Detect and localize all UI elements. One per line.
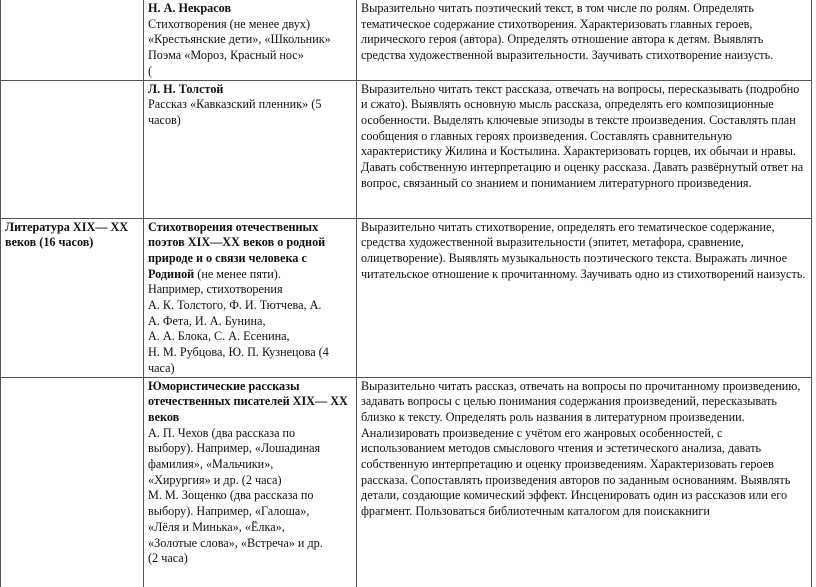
work-line: А. К. Толстого, Ф. И. Тютчева, А. [148,298,322,313]
table-row [1,0,812,80]
work-author: Юмористические рассказы отечественных писателей XIX— XX веков [148,378,348,424]
activities-text: Выразительно читать текст рассказа, отвечать на вопросы, пересказывать (подробно и сжато). Выявлять основную мысль рассказа, определять его композиционные особенности. Выделять ключевые эпизоды в тексте произведения. Составлять план сообщения о главных героях произведения. Составлять сравнительную характеристику Жилина и Костылина. Характеризовать горцев, их обычаи и нравы. Давать собственную интерпретацию и оценку рассказа. Давать развёрнутый ответ на вопрос, связанный со знанием и пониманием литературного произведения. [361,81,804,190]
activities-cell [357,80,812,218]
work-author: Л. Н. Толстой [148,81,224,96]
table-row [1,218,812,377]
work-line: Стихотворения (не менее двух) [148,16,311,31]
work-line: А. Фета, И. А. Бунина, [148,313,266,328]
work-line: А. А. Блока, С. А. Есенина, [148,329,290,344]
work-line: фамилия», «Мальчики», [148,457,274,472]
work-author: Стихотворения отечественных поэтов XIX—XX веков о родной природе и о связи человека с Родиной [148,219,326,281]
activities-cell [357,218,812,377]
section-cell [1,0,144,80]
work-line: выбору). Например, «Лошадиная [148,441,321,456]
work-line: А. П. Чехов (два рассказа по [148,425,296,440]
activities-text: Выразительно читать рассказ, отвечать на вопросы по прочитанному произведению, задавать вопросы с целью понимания содержания произведений, пересказывать близко к тексту. Определять роль названия в литературном произведении. Анализировать произведение с учётом его жанровых особенностей, с использованием методов смыслового чтения и эстетического анализа, давать собственную интерпретацию и оценку произведениям. Характеризовать героев рассказа. Сопоставлять произведения авторов по заданным основаниям. Выявлять детали, создающие комический эффект. Инсценировать один из рассказов или его фрагмент. Пользоваться библиотечным каталогом для поискакниги [361,378,801,519]
activities-cell [357,0,812,80]
section-cell [1,218,144,377]
work-line: Рассказ «Кавказский пленник» (5 [148,97,322,112]
section-title: Литература XIX— XX веков (16 часов) [5,219,129,250]
work-cell [144,0,357,80]
section-cell [1,377,144,587]
work-cell [144,377,357,587]
work-line: выбору). Например, «Галоша», [148,504,310,519]
activities-cell [357,377,812,587]
activities-text: Выразительно читать поэтический текст, в том числе по ролям. Определять тематическое содержание стихотворения. Характеризовать главных героев, лирического героя (автора). Определять отношение автора к детям. Выявлять средства художественной выразительности. Заучивать стихотворение наизусть. [361,1,774,63]
work-line: Поэма «Мороз, Красный нос» [148,48,304,63]
work-line: часов) [148,112,181,127]
work-line: часа) [148,360,175,375]
work-cell [144,218,357,377]
activities-text: Выразительно читать стихотворение, определять его тематическое содержание, средства художественной выразительности (эпитет, метафора, сравнение, олицетворение). Выявлять музыкальность поэтического текста. Выражать личное читательское отношение к прочитанному. Заучивать одно из стихотворений наизусть. [361,219,806,281]
work-line: Н. М. Рубцова, Ю. П. Кузнецова (4 [148,345,329,360]
work-cell [144,80,357,218]
table-row [1,80,812,218]
work-line: ( [148,63,153,78]
work-author: Н. А. Некрасов [148,1,232,15]
work-line: М. М. Зощенко (два рассказа по [148,488,314,503]
work-line: (2 часа) [148,551,188,566]
work-line: «Золотые слова», «Встреча» и др. [148,535,323,550]
work-line: «Хирургия» и др. (2 часа) [148,472,282,487]
work-line: «Лёля и Минька», «Ёлка», [148,519,285,534]
table-row [1,377,812,587]
work-author-tail: (не менее пяти). [194,266,281,281]
work-line: «Крестьянские дети», «Школьник» [148,32,331,47]
section-cell [1,80,144,218]
work-line: Например, стихотворения [148,282,283,297]
